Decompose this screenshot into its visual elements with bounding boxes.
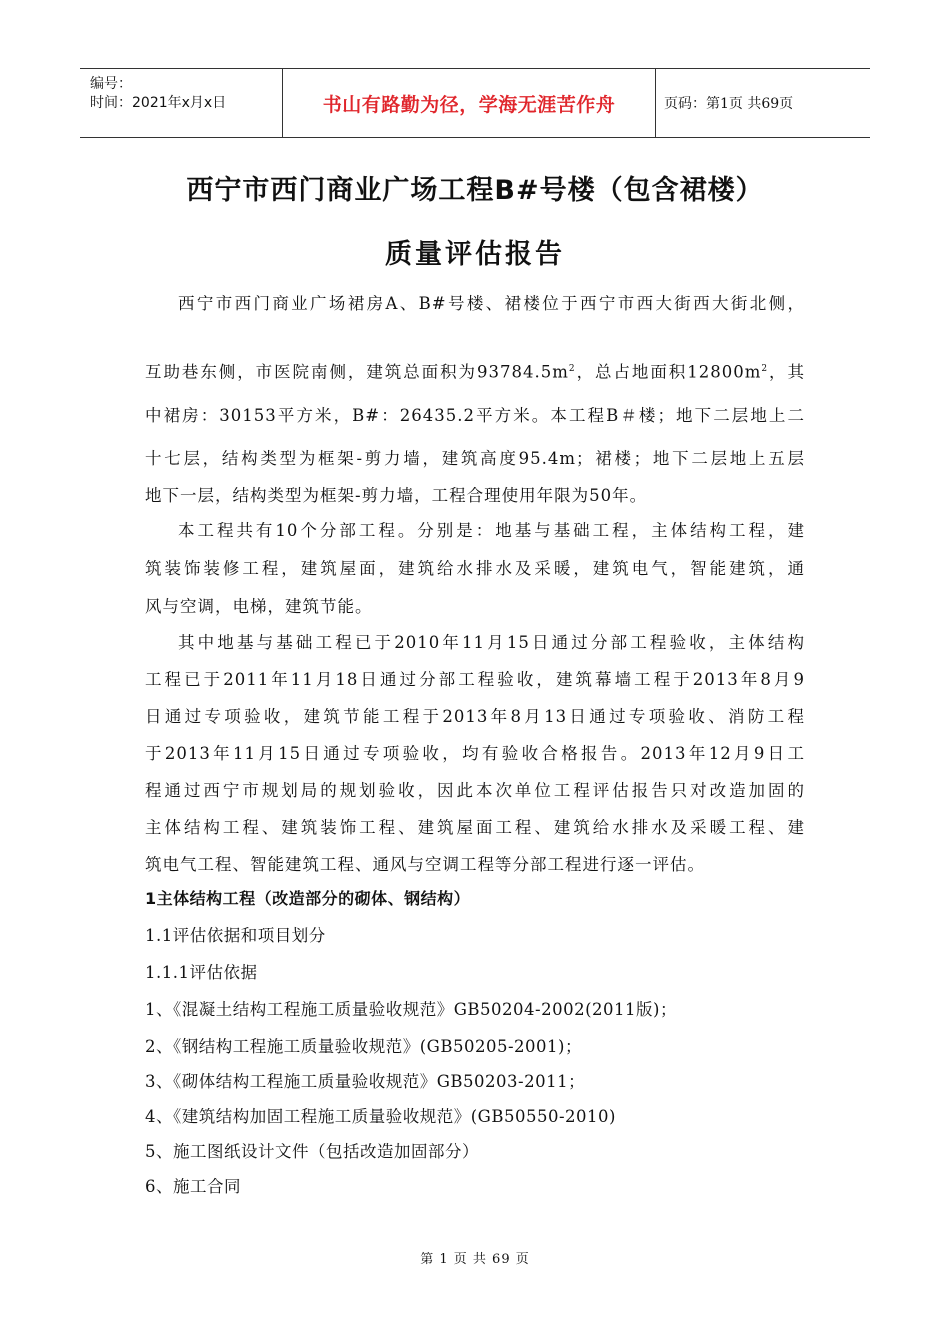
paragraph-1 [145,290,805,318]
paragraph-line: 程通过西宁市规划局的规划验收，因此本次单位工程评估报告只对改造加固的 [145,781,805,800]
list-item: 6、施工合同 [145,1177,241,1196]
text-span: ，总占地面积12800m [575,362,762,382]
text-span: ，其 [768,362,805,382]
paragraph-line: 筑电气工程、智能建筑工程、通风与空调工程等分部工程进行逐一评估。 [145,855,705,874]
paragraph-line: 风与空调，电梯，建筑节能。 [145,597,373,616]
document-subtitle: 质量评估报告 [385,239,565,270]
header-meta [80,69,282,137]
paragraph-1-rest2 [145,440,805,514]
paragraph-line: 主体结构工程、建筑装饰工程、建筑屋面工程、建筑给水排水及采暖工程、建 [145,818,805,837]
superscript: 2 [761,364,769,374]
paragraph-line: 筑装饰装修工程，建筑屋面，建筑给水排水及采暖，建筑电气，智能建筑，通 [145,559,805,578]
paragraph-line: 中裙房：30153平方米，B#：26435.2平方米。本工程B＃楼；地下二层地上二 [145,406,805,425]
paragraph-line: 西宁市西门商业广场裙房A、B#号楼、裙楼位于西宁市西大街西大街北侧， [178,294,805,313]
paragraph-line: 工程已于2011年11月18日通过分部工程验收，建筑幕墙工程于2013年8月9 [145,670,805,689]
header-motto-cell [282,69,656,137]
paragraph-2 [145,512,805,626]
page-header [80,68,870,138]
document-title: 西宁市西门商业广场工程B#号楼（包含裙楼） [186,175,764,206]
document-number-label: 编号： [90,76,132,92]
paragraph-line: 于2013年11月15日通过专项验收，均有验收合格报告。2013年12月9日工 [145,744,805,763]
subsection-heading: 1.1评估依据和项目划分 [145,926,326,945]
subsubsection-heading: 1.1.1评估依据 [145,963,258,982]
paragraph-line: 日通过专项验收，建筑节能工程于2013年8月13日通过专项验收、消防工程 [145,707,805,726]
text-span: 互助巷东侧，市医院南侧，建筑总面积为93784.5m [145,362,569,382]
paragraph-1-rest [145,402,805,430]
paragraph-line: 其中地基与基础工程已于2010年11月15日通过分部工程验收，主体结构 [178,633,805,652]
superscript: 2 [568,364,576,374]
list-item: 1、《混凝土结构工程施工质量验收规范》GB50204-2002(2011版)； [145,1000,677,1019]
page-footer: 第 1 页 共 69 页 [420,1252,530,1267]
header-motto: 书山有路勤为径，学海无涯苦作舟 [322,93,616,116]
paragraph-3 [145,624,805,883]
paragraph-1-cont [145,355,805,387]
paragraph-line: 十七层，结构类型为框架-剪力墙，建筑高度95.4m；裙楼；地下二层地上五层 [145,449,805,468]
paragraph-line: 地下一层，结构类型为框架-剪力墙，工程合理使用年限为50年。 [145,486,648,505]
header-page-info: 页码：第1页 共69页 [664,96,794,112]
document-date: 时间：2021年x月x日 [90,95,227,111]
paragraph-line: 本工程共有10个分部工程。分别是：地基与基础工程，主体结构工程，建 [178,521,805,540]
section-heading: 1主体结构工程（改造部分的砌体、钢结构） [145,889,471,908]
list-item: 3、《砌体结构工程施工质量验收规范》GB50203-2011； [145,1072,586,1091]
paragraph-line [145,355,805,387]
list-item: 4、《建筑结构加固工程施工质量验收规范》(GB50550-2010) [145,1107,616,1126]
list-item: 5、施工图纸设计文件（包括改造加固部分） [145,1142,479,1161]
list-item: 2、《钢结构工程施工质量验收规范》(GB50205-2001)； [145,1037,582,1056]
